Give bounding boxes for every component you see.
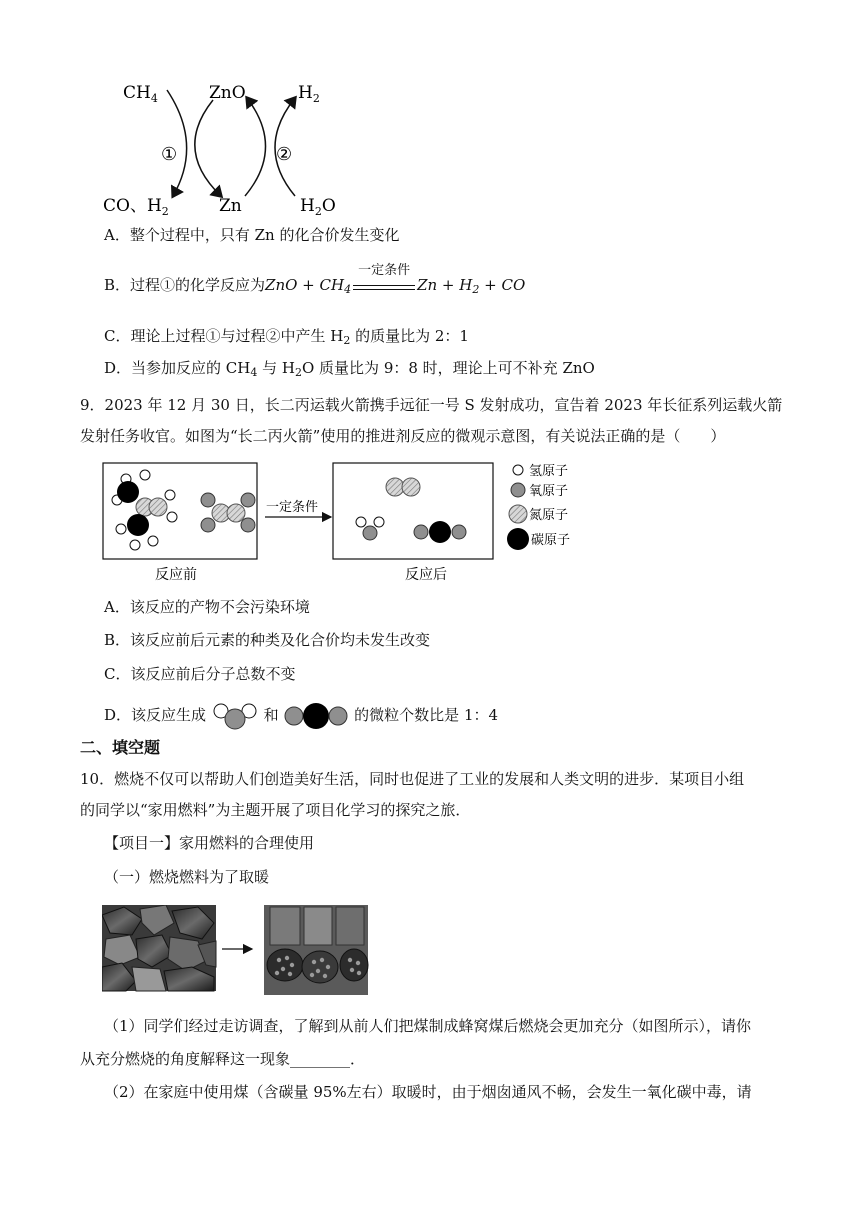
step-1-label: ① [161,144,178,165]
section-title: 二、填空题 [80,738,161,757]
reaction-condition: 一定条件 [353,276,415,290]
after-label: 反应后 [405,567,447,583]
after-reaction-box [333,463,493,559]
arrow-ch4-to-co [167,90,187,196]
project-one-title: 【项目一】家用燃料的合理使用 [104,834,315,852]
q10-part2-line1: （2）在家庭中使用煤（含碳量 95%左右）取暖时，由于烟囱通风不畅，会发生一氧化碳中毒，请 [104,1083,752,1101]
q8-option-b-prefix: B．过程①的化学反应为 [104,276,266,294]
q9-option-c: C．该反应前后分子总数不变 [104,665,296,683]
q8-option-b-rhs: $Zn + H_2$ + CO [417,276,526,296]
honeycomb-briquette-image [264,905,368,995]
q10-part1-line1: （1）同学们经过走访调查，了解到从前人们把煤制成蜂窝煤后燃烧会更加充分（如图所示），请你 [104,1017,752,1035]
co-h2-label: CO、$H_2$ [103,196,169,218]
q9-stem-line1: 9．2023 年 12 月 30 日，长二丙运载火箭携手远征一号 S 发射成功，宣告着 2023 年长征系列运载火箭 [80,396,783,414]
q10-part1-line2: 从充分燃烧的角度解释这一现象________． [80,1050,366,1068]
co2-molecule-icon [283,702,349,730]
h2-label: $H_2$ [298,83,320,105]
legend-oxygen: 氧原子 [529,484,569,499]
q8-option-b [104,263,526,301]
raw-coal-image [102,905,216,991]
q9-option-a: A．该反应的产物不会污染环境 [104,598,310,616]
q10-stem-line2: 的同学以“家用燃料”为主题开展了项目化学习的探究之旅． [80,801,471,819]
ch4-label: $CH_4$ [123,83,158,105]
arrow-zn-to-zno [245,98,266,196]
atom-legend [507,464,570,550]
q8-option-b-lhs: ZnO + $CH_4$ [265,276,352,296]
q9-reaction-diagram [95,455,595,590]
q10-stem-line1: 10．燃烧不仅可以帮助人们创造美好生活，同时也促进了工业的发展和人类文明的进步．某项目小组 [80,770,745,788]
q9-stem-line2: 发射任务收官。如图为“长二丙火箭”使用的推进剂反应的微观示意图，有关说法正确的是（ ） [80,427,726,445]
legend-nitrogen: 氮原子 [529,508,569,523]
zn-label: Zn [219,196,242,216]
legend-hydrogen: 氢原子 [529,464,569,479]
q8-option-c: C．理论上过程①与过程②中产生 $H_2$ 的质量比为 2：1 [104,327,469,347]
legend-carbon: 碳原子 [531,533,571,548]
zn-cycle-diagram [95,72,375,222]
step-2-label: ② [276,144,293,165]
zno-label: ZnO [209,83,246,103]
q9-option-b: B．该反应前后元素的种类及化合价均未发生改变 [104,631,431,649]
q8-option-d: D．当参加反应的 $CH_4$ 与 $H_2O$ 质量比为 9：8 时，理论上可不补充 ZnO [104,359,595,379]
q9-option-d: D．该反应生成 和 的微粒个数比是 1：4 [104,701,498,729]
subsection-one-title: （一）燃烧燃料为了取暖 [104,868,270,886]
before-label: 反应前 [155,567,197,583]
coal-to-briquette-figure [102,905,370,995]
arrow-zno-to-zn [195,100,221,196]
q8-option-a: A．整个过程中，只有 Zn 的化合价发生变化 [104,226,400,244]
h2o-molecule-icon [211,702,259,730]
h2o-label: $H_2O$ [300,196,336,218]
condition-label: 一定条件 [266,500,319,515]
